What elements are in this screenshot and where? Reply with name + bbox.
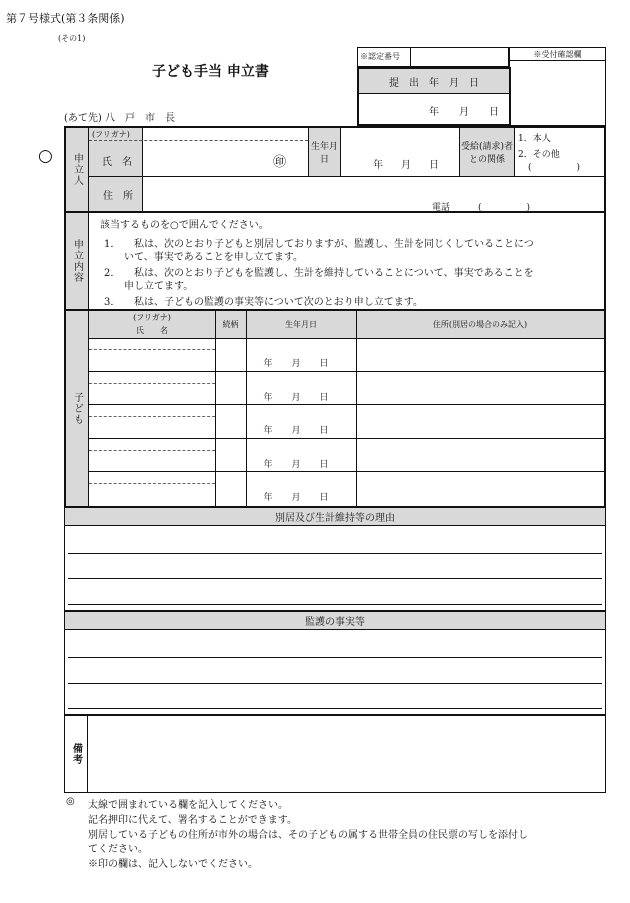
- child-row: [89, 338, 604, 372]
- declaration-intro: 該当するものを○で囲んでください。: [100, 220, 269, 231]
- declaration-section-label: 申立内容: [71, 239, 83, 283]
- phone-label: 電話: [432, 203, 451, 213]
- reason-box: [64, 507, 606, 611]
- child-row: [89, 439, 604, 473]
- cert-number-box: [357, 47, 509, 67]
- col-name: 氏 名: [136, 326, 168, 335]
- remarks-label: 備考: [65, 716, 88, 792]
- col-birth: 生年月日: [285, 320, 317, 329]
- phone-paren: ( ): [478, 203, 531, 213]
- child-birth-date: 年 月 日: [263, 426, 329, 437]
- note-line-3: 別居している子どもの住所が市外の場合は、その子どもの属する世帯全員の住民票の写しを添付し: [88, 830, 528, 841]
- item1-line1: 私は、次のとおり子どもと別居しておりますが、監護し、生計を同じくしていることにつ: [134, 239, 534, 250]
- birth-label: 生年月日: [310, 142, 338, 165]
- seal-mark: ㊞: [273, 155, 287, 170]
- custody-box: [64, 611, 606, 715]
- notes-mark: ◎: [66, 796, 75, 807]
- item2-line2: 申し立てます。: [124, 281, 194, 292]
- form-sub: (その1): [58, 34, 86, 43]
- item2-line1: 私は、次のとおり子どもを監護し、生計を維持していることについて、事実であることを: [134, 268, 534, 279]
- item1-num: 1．: [104, 239, 121, 250]
- relation-option-1: 1．本人: [518, 134, 551, 144]
- child-birth-date: 年 月 日: [263, 359, 329, 369]
- col-furigana: (フリガナ): [133, 313, 171, 322]
- note-line-2: 記名押印に代えて、署名することができます。: [88, 815, 297, 826]
- reason-label: 別居及び生計維持等の理由: [65, 508, 605, 526]
- receipt-label: ※受付確認欄: [510, 48, 605, 61]
- child-row: [89, 472, 604, 506]
- item3-line1: 私は、子どもの監護の事実等について次のとおり申し立てます。: [134, 297, 423, 308]
- cert-number-label: ※認定番号: [358, 48, 411, 66]
- child-birth-date: 年 月 日: [263, 493, 329, 504]
- receipt-box: [509, 47, 606, 126]
- furigana-label: (フリガナ): [92, 130, 130, 139]
- relation-paren: ( ): [528, 163, 581, 173]
- col-relation: 続柄: [222, 320, 239, 329]
- page-title: 子ども手当 申立書: [152, 64, 269, 80]
- address-label: 住 所: [103, 191, 133, 202]
- applicant-section-label: 申立人: [71, 153, 83, 186]
- item2-num: 2．: [104, 268, 121, 279]
- submission-label: 提 出 年 月 日: [359, 69, 509, 94]
- col-address: 住所(別居の場合のみ記入): [432, 320, 528, 329]
- submission-date-box: [357, 67, 511, 126]
- child-row: [89, 405, 604, 439]
- relation-label: 受給(請求)者との関係: [460, 142, 514, 165]
- item1-line2: いて、事実であることを申し立てます。: [124, 252, 303, 263]
- children-section-label: 子ども: [71, 392, 83, 425]
- relation-option-2: 2．その他: [518, 150, 560, 160]
- circle-mark: ○: [38, 146, 53, 166]
- note-line-4: てください。: [88, 844, 148, 855]
- child-row: [89, 372, 604, 406]
- name-label: 氏 名: [102, 157, 132, 168]
- form-number: 第７号様式(第３条関係): [6, 12, 125, 25]
- addressee: (あて先) 八 戸 市 長: [64, 113, 175, 124]
- remarks-box: [64, 715, 606, 793]
- note-line-1: 太線で囲まれている欄を記入してください。: [88, 800, 288, 811]
- submission-date: 年 月 日: [429, 107, 499, 118]
- applicant-birth-date: 年 月 日: [373, 160, 439, 171]
- note-line-5: ※印の欄は、記入しないでください。: [88, 859, 258, 870]
- custody-label: 監護の事実等: [65, 612, 605, 630]
- child-birth-date: 年 月 日: [263, 392, 329, 403]
- child-birth-date: 年 月 日: [263, 459, 329, 470]
- item3-num: 3．: [104, 297, 121, 308]
